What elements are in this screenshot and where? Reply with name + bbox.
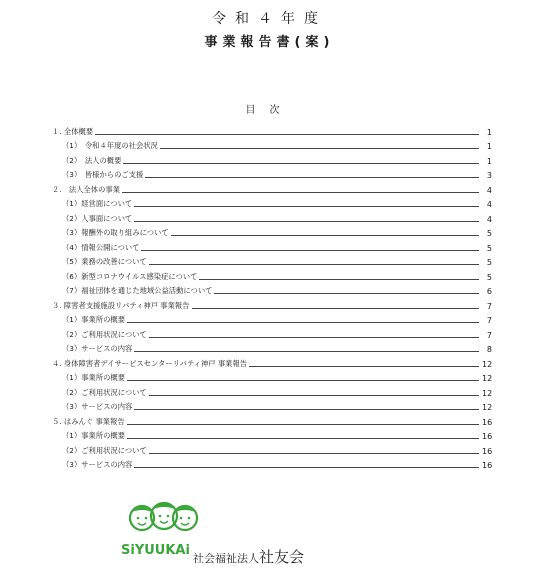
- toc-page-number: 6: [486, 287, 492, 296]
- toc-section-row: [52, 412, 492, 427]
- toc-subsection-row: [52, 238, 492, 253]
- toc-subsection-row: [52, 427, 492, 442]
- toc-entry-label: （1）事業所の概要: [62, 373, 126, 382]
- toc-entry-label: ３. 障害者支援施設リバティ神戸 事業報告: [52, 300, 190, 310]
- toc-entry-label: （3）サービスの内容: [62, 460, 133, 469]
- toc-entry-label: （1）経営面について: [62, 199, 133, 208]
- toc-leader-line: [134, 206, 479, 207]
- toc-entry-label: （5）業務の改善について: [62, 257, 147, 266]
- toc-page-number: 5: [486, 258, 492, 267]
- toc-subsection-row: [52, 325, 492, 340]
- toc-page-number: 12: [482, 374, 493, 383]
- toc-leader-line: [214, 293, 479, 294]
- toc-section-row: [52, 180, 492, 195]
- toc-subsection-row: [52, 151, 492, 166]
- toc-subsection-row: [52, 267, 492, 282]
- toc-page-number: 1: [486, 142, 492, 151]
- toc-subsection-row: [52, 166, 492, 181]
- toc-entry-label: （2） 法人の概要: [62, 155, 122, 165]
- toc-entry-label: （1） 令和４年度の社会状況: [62, 141, 158, 150]
- toc-page-number: 5: [486, 272, 492, 282]
- toc-entry-label: （3）サービスの内容: [62, 344, 133, 353]
- toc-page-number: 7: [486, 330, 492, 340]
- toc-leader-line: [149, 337, 479, 338]
- toc-leader-line: [171, 235, 479, 236]
- toc-entry-label: （2）ご利用状況について: [62, 329, 147, 339]
- toc-entry-label: （1）事業所の概要: [62, 431, 126, 440]
- toc-page-number: 4: [486, 214, 492, 224]
- toc-page-number: 16: [482, 417, 493, 427]
- toc-page-number: 4: [486, 185, 492, 195]
- toc-leader-line: [134, 221, 479, 222]
- logo-wordmark: SiYUUKAi: [121, 543, 190, 558]
- toc-page-number: 12: [482, 388, 493, 398]
- toc-page-number: 16: [482, 432, 493, 441]
- report-title: 事業報告書(案): [204, 35, 335, 50]
- toc-leader-line: [134, 409, 479, 410]
- toc-heading: 目次: [245, 105, 294, 116]
- toc-leader-line: [95, 134, 479, 135]
- toc-subsection-row: [52, 311, 492, 326]
- toc-entry-label: （3）報酬外の取り組みについて: [62, 228, 169, 237]
- toc-page-number: 4: [486, 200, 492, 209]
- toc-subsection-row: [52, 137, 492, 152]
- toc-entry-label: ４. 身体障害者デイサービスセンターリバティ神戸 事業報告: [52, 358, 248, 368]
- toc-page-number: 16: [482, 461, 493, 470]
- toc-page-number: 5: [486, 243, 492, 253]
- toc-page-number: 8: [486, 345, 492, 354]
- toc-entry-label: （4）情報公開について: [62, 242, 140, 252]
- toc-leader-line: [134, 467, 479, 468]
- toc-subsection-row: [52, 441, 492, 456]
- toc-page-number: 1: [486, 156, 492, 166]
- toc-page-number: 3: [486, 171, 492, 180]
- toc-subsection-row: [52, 340, 492, 355]
- toc-page-number: 12: [482, 359, 493, 369]
- toc-subsection-row: [52, 195, 492, 210]
- org-prefix: 社会福祉法人: [193, 552, 259, 565]
- toc-section-row: [52, 354, 492, 369]
- toc-leader-line: [149, 395, 479, 396]
- toc-entry-label: １. 全体概要: [52, 126, 94, 136]
- toc-page-number: 1: [486, 127, 492, 137]
- toc-entry-label: （1）事業所の概要: [62, 315, 126, 324]
- toc-leader-line: [149, 453, 479, 454]
- toc-entry-label: （7）福祉団体を通じた地域公益活動について: [62, 286, 213, 295]
- toc-leader-line: [127, 322, 479, 323]
- toc-entry-label: （3） 皆様からのご支援: [62, 170, 144, 179]
- toc-subsection-row: [52, 282, 492, 297]
- toc-leader-line: [122, 192, 479, 193]
- toc-entry-label: ５. はみんぐ 事業報告: [52, 416, 125, 426]
- report-year-title: 令和４年度: [212, 11, 327, 27]
- toc-subsection-row: [52, 224, 492, 239]
- organization-name: [193, 546, 304, 567]
- toc-subsection-row: [52, 456, 492, 471]
- toc-entry-label: （2）人事面について: [62, 213, 133, 223]
- toc-page-number: 5: [486, 229, 492, 238]
- toc-entry-label: （3）サービスの内容: [62, 402, 133, 411]
- toc-leader-line: [123, 163, 479, 164]
- toc-leader-line: [149, 264, 479, 265]
- org-name: 社友会: [259, 548, 305, 566]
- toc-leader-line: [141, 250, 479, 251]
- toc-section-row: [52, 122, 492, 137]
- toc-section-row: [52, 296, 492, 311]
- toc-page-number: 7: [486, 316, 492, 325]
- toc-leader-line: [160, 148, 479, 149]
- toc-page-number: 16: [482, 446, 493, 456]
- toc-entry-label: （2）ご利用状況について: [62, 445, 147, 455]
- toc-page-number: 7: [486, 301, 492, 311]
- toc-subsection-row: [52, 398, 492, 413]
- toc-leader-line: [134, 351, 479, 352]
- toc-leader-line: [192, 308, 480, 309]
- toc-leader-line: [199, 279, 479, 280]
- toc-entry-label: ２. 法人全体の事業: [52, 184, 120, 194]
- toc-leader-line: [145, 177, 479, 178]
- table-of-contents: [52, 122, 492, 470]
- toc-leader-line: [127, 438, 479, 439]
- toc-leader-line: [127, 424, 479, 425]
- toc-leader-line: [127, 380, 479, 381]
- toc-leader-line: [249, 366, 479, 367]
- toc-subsection-row: [52, 253, 492, 268]
- toc-entry-label: （2）ご利用状況について: [62, 387, 147, 397]
- toc-subsection-row: [52, 369, 492, 384]
- toc-subsection-row: [52, 383, 492, 398]
- toc-entry-label: （6）新型コロナウイルス感染症について: [62, 271, 198, 281]
- toc-page-number: 12: [482, 403, 493, 412]
- toc-subsection-row: [52, 209, 492, 224]
